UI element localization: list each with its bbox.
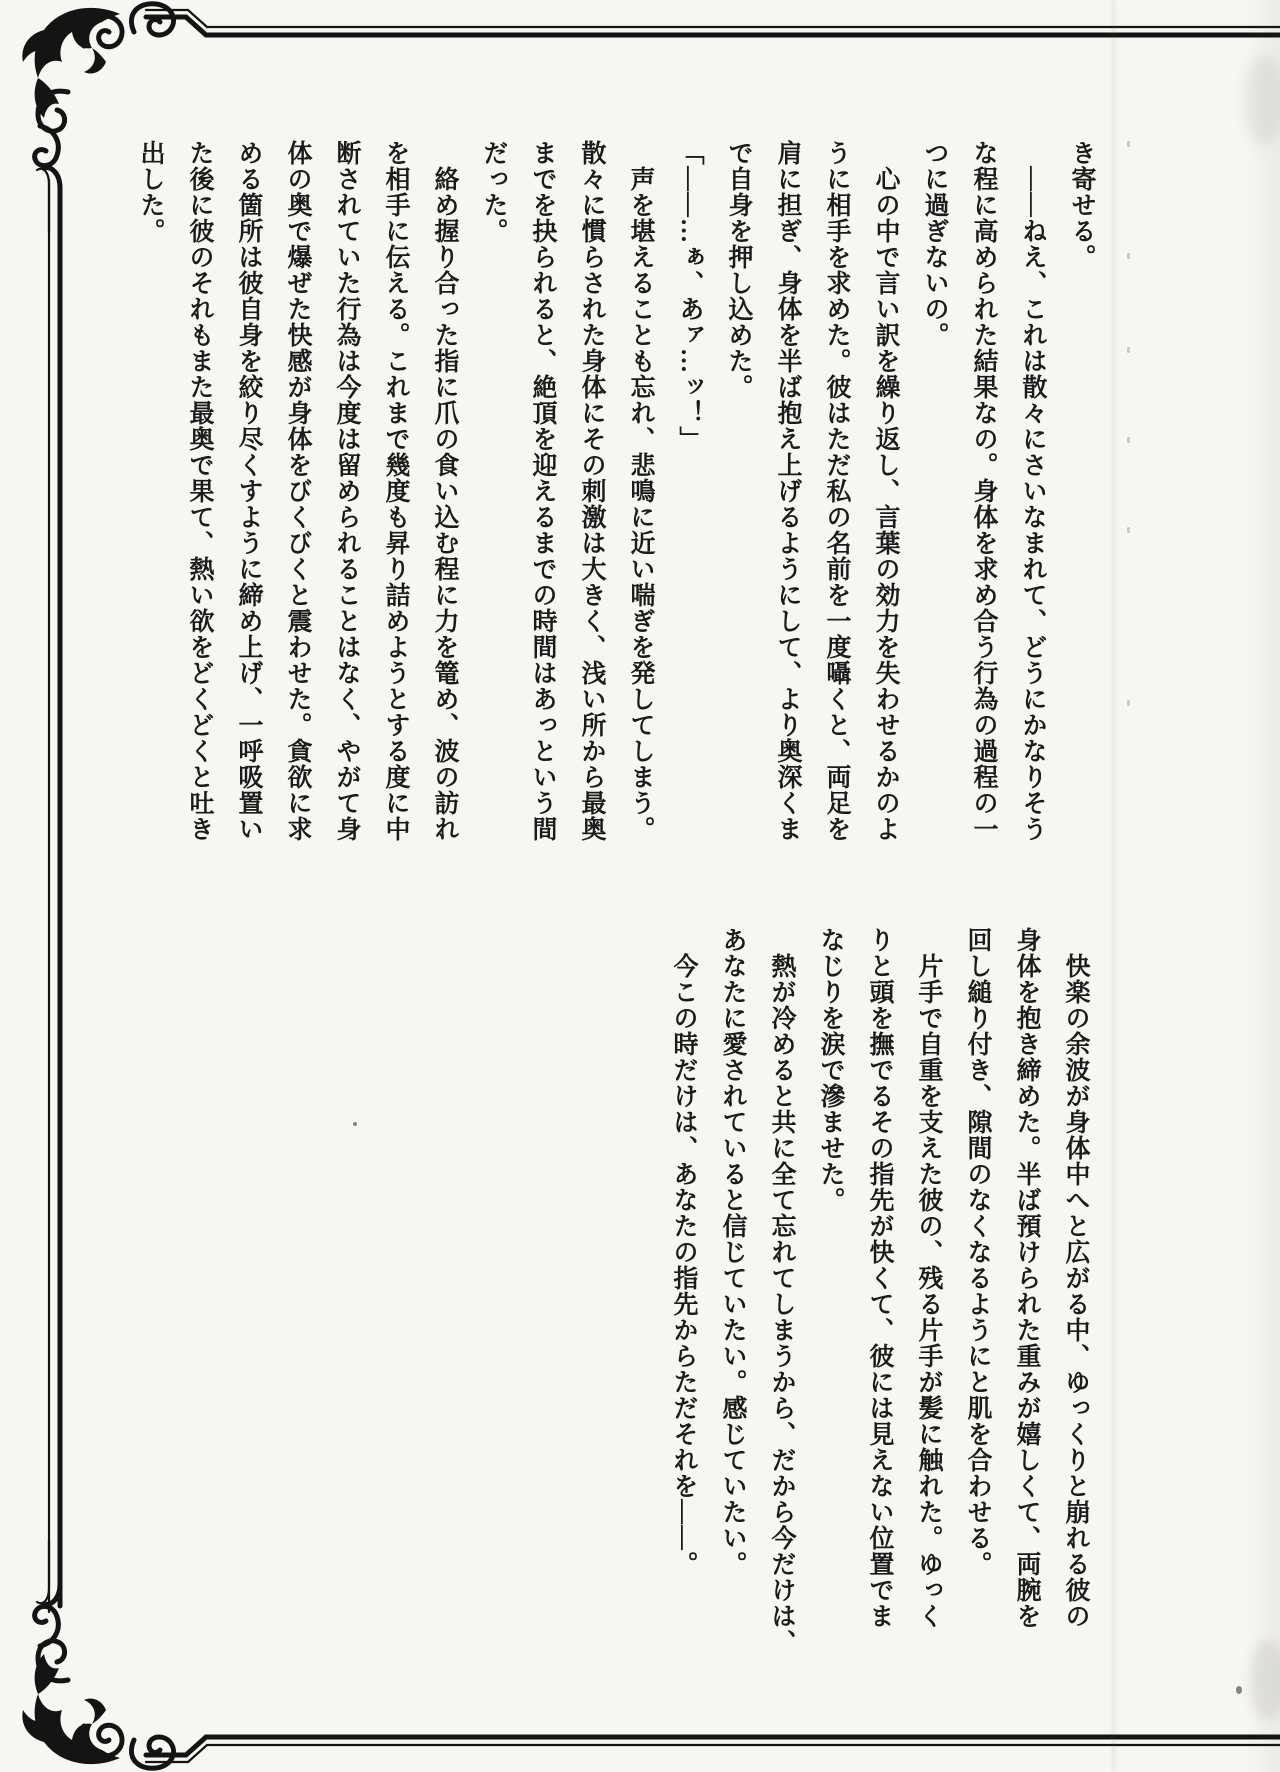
scan-speck [1236, 1686, 1242, 1694]
text-column: 肩に担ぎ、身体を半ば抱え上げるようにして、より奥深くま [774, 140, 801, 842]
text-column: までを抉られると、絶頂を迎えるまでの時間はあっという間 [529, 140, 556, 842]
text-column: 声を堪えることも忘れ、悲鳴に近い喘ぎを発してしまう。 [627, 140, 654, 842]
text-column: める箇所は彼自身を絞り尽くすように締め上げ、一呼吸置い [235, 140, 262, 842]
scan-speck [1127, 700, 1130, 706]
corner-ornament-bottom-left [22, 1540, 173, 1768]
text-column: き寄せる。 [1068, 140, 1095, 270]
text-column: で自身を押し込めた。 [725, 140, 752, 400]
text-column: 出した。 [137, 140, 164, 244]
text-column: 心の中で言い訳を繰り返し、言葉の効力を失わせるかのよ [872, 140, 899, 842]
text-column: 快楽の余波が身体中へと広がる中、ゆっくりと崩れる彼の [1062, 927, 1089, 1629]
text-column: なじりを涙で滲ませた。 [817, 927, 844, 1213]
text-column: 回し縋り付き、隙間のなくなるようにと肌を合わせる。 [964, 927, 991, 1577]
text-column: りと頭を撫でるその指先が快くて、彼には見えない位置でま [866, 927, 893, 1629]
scan-speck [1127, 527, 1130, 533]
text-column: 片手で自重を支えた彼の、残る片手が髪に触れた。ゆっく [915, 927, 942, 1629]
text-column: 断されていた行為は今度は留められることはなく、やがて身 [333, 140, 360, 842]
text-column: た後に彼のそれもまた最奥で果て、熱い欲をどくどくと吐き [186, 140, 213, 842]
scan-speck [1127, 347, 1130, 353]
text-block-upper [126, 140, 1106, 872]
scan-speck [1127, 437, 1130, 443]
scan-speck [1127, 253, 1130, 259]
text-column: な程に高められた結果なの。身体を求め合う行為の過程の一 [970, 140, 997, 842]
text-column: 熱が冷めると共に全て忘れてしまうから、だから今だけは、 [768, 927, 795, 1655]
text-column: 体の奥で爆ぜた快感が身体をびくびくと震わせた。貪欲に求 [284, 140, 311, 842]
scan-speck [1127, 141, 1130, 147]
text-column: つに過ぎないの。 [921, 140, 948, 348]
page-crease [1112, 0, 1115, 1772]
text-column: 散々に慣らされた身体にその刺激は大きく、浅い所から最奥 [578, 140, 605, 842]
text-column: 今この時だけは、あなたの指先からただそれを——。 [670, 927, 697, 1577]
text-column: うに相手を求めた。彼はただ私の名前を一度囁くと、両足を [823, 140, 850, 842]
text-column: 身体を抱き締めた。半ば預けられた重みが嬉しくて、両腕を [1013, 927, 1040, 1629]
text-block-lower [659, 927, 1100, 1687]
text-column: を相手に伝える。これまで幾度も昇り詰めようとする度に中 [382, 140, 409, 842]
text-column: 「——…ぁ、あァ…ッ！」 [676, 140, 703, 452]
text-column: 絡め握り合った指に爪の食い込む程に力を篭め、波の訪れ [431, 140, 458, 842]
scan-speck [353, 1122, 357, 1126]
text-column: あなたに愛されていると信じていたい。感じていたい。 [719, 927, 746, 1577]
text-column: だった。 [480, 140, 507, 244]
text-column: ——ねえ、これは散々にさいなまれて、どうにかなりそう [1019, 140, 1046, 842]
